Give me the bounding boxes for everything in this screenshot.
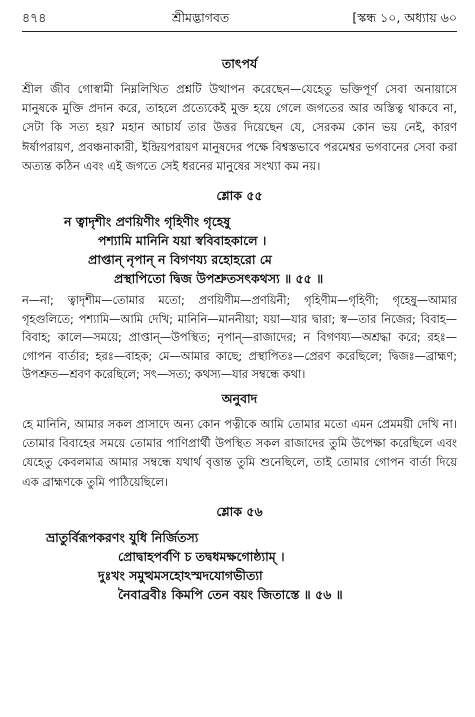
page-number: ৪৭৪	[22, 10, 47, 25]
verse-55-line: ন ত্বাদৃশীং প্রণয়িণীং গৃহিণীং গৃহেষু	[64, 214, 231, 230]
verse-56-line: দুঃখং সমুত্থমসহোঽস্মদযোগভীত্যা	[98, 567, 263, 583]
verse-56-block	[22, 528, 457, 604]
translation-text: হে মানিনি, আমার সকল প্রাসাদে অন্য কোন পত্নীকে আমি তোমার মতো এমন প্রেমময়ী দেখি না। তোমার বিবাহের সময়ে তোমার পাণিপ্রার্থী উপস্থিত সকল রাজাদের তুমি উপেক্ষা করেছিলে এবং যেহেতু কেবলমাত্র আমার সম্বন্ধে যথার্থ বৃত্তান্ত তুমি শুনেছিলে, তাই তোমার গোপন বার্তা দিয়ে এক ব্রাহ্মণকে তুমি পাঠিয়েছিলে।	[22, 416, 457, 489]
verse-56-line: নৈবাব্রবীঃ কিমপি তেন বয়ং জিতাস্তে ॥ ৫৬ ॥	[118, 586, 343, 602]
page-header	[22, 10, 457, 32]
purport-heading: তাৎপর্য	[221, 56, 258, 71]
purport-text: শ্রীল জীব গোস্বামী নিম্নলিখিত প্রশ্নটি উত্থাপন করেছেন—যেহেতু ভক্তিপূর্ণ সেবা অনায়াসে মানুষকে মুক্তি প্রদান করে, তাহলে প্রত্যেকেই মুক্ত হয়ে গেলে জগতের আর অস্তিত্ব থাকবে না, সেটা কি সত্য হয়? মহান আচার্য তার উত্তর দিয়েছেন যে, সেরকম কোন ভয় নেই, কারণ ঈর্ষাপরায়ণ, প্রবঞ্চনাকারী, ইন্দ্রিয়পরায়ণ মানুষদের পক্ষে বিশ্বস্তভাবে পরমেশ্বর ভগবানের সেবা করা অত্যন্ত কঠিন এবং এই জগতে সেই ধরনের মানুষের সংখ্যা কম নয়।	[22, 82, 457, 173]
verse-55-line: প্রাপ্তান্ নৃপান্ ন বিগণয্য রহোহরো মে	[88, 252, 272, 268]
verse-56-heading: শ্লোক ৫৬	[216, 503, 263, 519]
verse-56-line: ভ্রাতুর্বিরূপকরণং যুধি নির্জিতস্য	[46, 529, 199, 545]
chapter-reference: [স্কন্ধ ১০, অধ্যায় ৬০	[352, 10, 457, 25]
verse-55-line: পশ্যামি মানিনি যয়া স্ববিবাহকালে ।	[98, 233, 267, 249]
page-body	[22, 56, 457, 604]
translation-heading: অনুবাদ	[221, 390, 258, 406]
verse-55-synonyms: ন—না; ত্বাদৃশীম—তোমার মতো; প্রণয়িণীম—প্রণয়িনী; গৃহিণীম—গৃহিণী; গৃহেষু—আমার গৃহগুলিতে; পশ্যামি—আমি দেখি; মানিনি—মাননীয়া; যয়া—যার দ্বারা; স্ব—তার নিজের; বিবাহ—বিবাহ; কালে—সময়ে; প্রাপ্তান্—উপস্থিত; নৃপান্—রাজাদের; ন বিগণয্য—অশ্রদ্ধা করে; রহঃ—গোপন বার্তার; হরঃ—বাহক; মে—আমার কাছে; প্রস্থাপিতঃ—প্রেরণ করেছিলে; দ্বিজঃ—ব্রাহ্মণ; উপশ্রুত—শ্রবণ করেছিলে; সৎ—সত্য; কথস্য—যার সম্বন্ধে কথা।	[22, 294, 457, 382]
verse-56-line: প্রোদ্বাহপর্বণি চ তদ্বধমক্ষগোষ্ঠ্যাম্ ।	[118, 548, 285, 564]
verse-55-block	[22, 212, 457, 288]
verse-55-line: প্রস্থাপিতো দ্বিজ উপশ্রুতসৎকথস্য ॥ ৫৫ ॥	[114, 271, 324, 287]
header-rule	[22, 31, 457, 32]
book-title: শ্রীমদ্ভাগবত	[172, 10, 230, 25]
verse-55-heading: শ্লোক ৫৫	[216, 188, 263, 204]
